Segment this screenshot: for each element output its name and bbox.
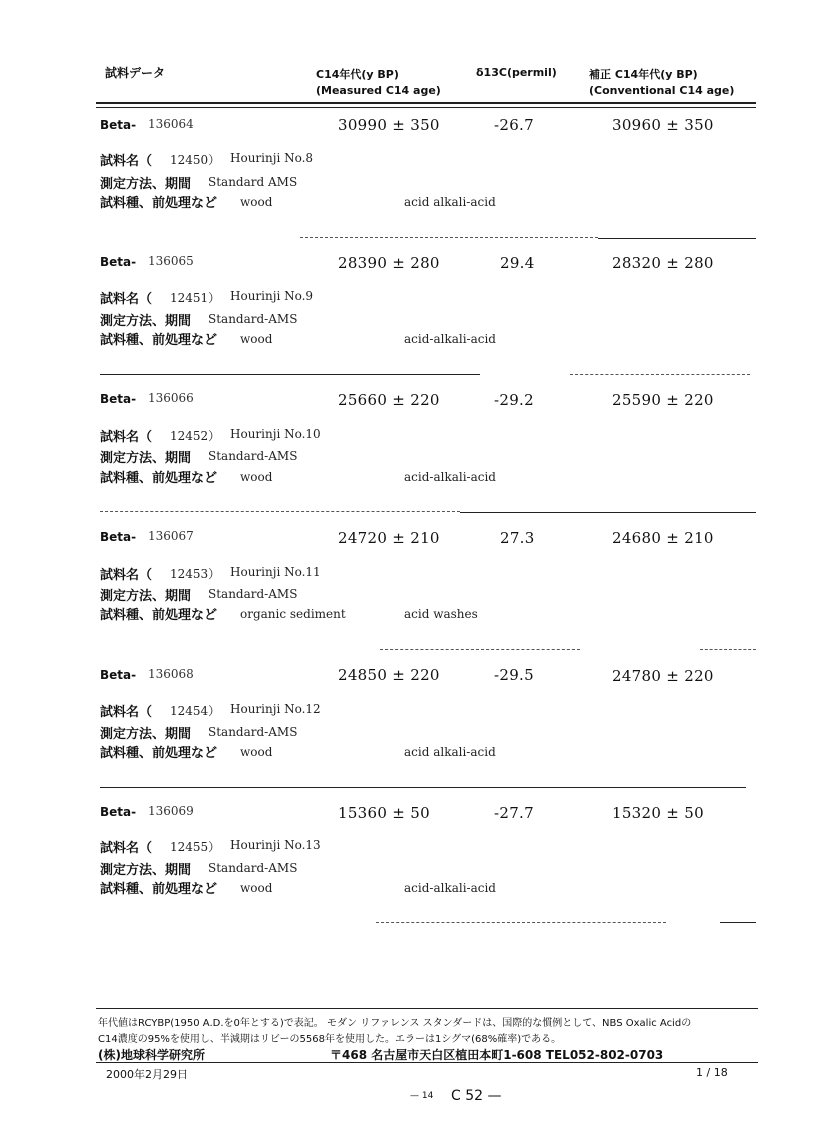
pretreatment-value: acid-alkali-acid — [404, 881, 496, 895]
record-separator-dashed — [700, 649, 756, 650]
method-value: Standard-AMS — [208, 725, 298, 739]
beta-prefix: Beta- — [100, 118, 137, 132]
beta-number: 136068 — [148, 667, 194, 681]
delta13c-value: 29.4 — [500, 254, 535, 272]
record-separator — [376, 922, 666, 923]
pretreatment-value: acid-alkali-acid — [404, 332, 496, 346]
method-value: Standard-AMS — [208, 861, 298, 875]
beta-prefix: Beta- — [100, 668, 137, 682]
delta13c-value: -27.7 — [494, 804, 534, 822]
beta-number: 136066 — [148, 391, 194, 405]
method-value: Standard-AMS — [208, 587, 298, 601]
measured-age: 28390 ± 280 — [338, 254, 440, 272]
sample-number: 12454） — [170, 704, 221, 718]
pretreatment-value: acid washes — [404, 607, 478, 621]
method-label: 測定方法、期間 — [100, 451, 192, 466]
conventional-age: 25590 ± 220 — [612, 391, 714, 409]
conventional-age: 30960 ± 350 — [612, 116, 714, 134]
column-header-conventional-age: 補正 C14年代(y BP) — [589, 68, 698, 81]
material-value: wood — [240, 332, 273, 346]
column-header-conventional-age-en: (Conventional C14 age) — [589, 84, 735, 97]
measured-age: 24850 ± 220 — [338, 666, 440, 684]
method-label: 測定方法、期間 — [100, 727, 192, 742]
page-indicator: 1 / 18 — [696, 1066, 728, 1079]
sample-number: 12452） — [170, 429, 221, 443]
sample-name-label: 試料名（ — [100, 568, 153, 583]
sample-name: Hourinji No.12 — [230, 702, 321, 716]
measured-age: 24720 ± 210 — [338, 529, 440, 547]
method-value: Standard-AMS — [208, 449, 298, 463]
column-header-delta13c: δ13C(permil) — [476, 66, 557, 79]
material-label: 試料種、前処理など — [100, 196, 218, 211]
record-separator — [100, 511, 460, 512]
beta-number: 136064 — [148, 117, 194, 131]
company-name: (株)地球科学研究所 — [98, 1048, 205, 1062]
conventional-age: 24680 ± 210 — [612, 529, 714, 547]
sample-name-label: 試料名（ — [100, 430, 153, 445]
material-value: organic sediment — [240, 607, 346, 621]
sample-name: Hourinji No.11 — [230, 565, 321, 579]
sample-name: Hourinji No.10 — [230, 427, 321, 441]
footer-note-line-1: 年代値はRCYBP(1950 A.D.を0年とする)で表記。 モダン リファレンス スタンダードは、国際的な慣例として、NBS Oxalic Acidの — [98, 1018, 692, 1029]
method-value: Standard-AMS — [208, 312, 298, 326]
company-address: 〒468 名古屋市天白区植田本町1-608 TEL052-802-0703 — [330, 1048, 664, 1062]
pretreatment-value: acid alkali-acid — [404, 195, 496, 209]
pretreatment-value: acid alkali-acid — [404, 745, 496, 759]
delta13c-value: -29.5 — [494, 666, 534, 684]
record-separator-solid — [598, 238, 756, 239]
beta-prefix: Beta- — [100, 805, 137, 819]
sample-name: Hourinji No.8 — [230, 151, 314, 165]
footer-rule-2 — [96, 1062, 758, 1063]
sample-name-label: 試料名（ — [100, 705, 153, 720]
sample-name-label: 試料名（ — [100, 841, 153, 856]
material-label: 試料種、前処理など — [100, 746, 218, 761]
sample-number: 12453） — [170, 567, 221, 581]
pretreatment-value: acid-alkali-acid — [404, 470, 496, 484]
material-value: wood — [240, 745, 273, 759]
beta-prefix: Beta- — [100, 392, 137, 406]
conventional-age: 24780 ± 220 — [612, 667, 714, 685]
material-label: 試料種、前処理など — [100, 608, 218, 623]
method-label: 測定方法、期間 — [100, 314, 192, 329]
footer-note-line-2: C14濃度の95%を使用し、半減期はリビーの5568年を使用した。エラーは1シグマ(68%確率)である。 — [98, 1034, 562, 1045]
footer-rule — [96, 1008, 758, 1009]
sample-number: 12455） — [170, 840, 221, 854]
sample-name-label: 試料名（ — [100, 154, 153, 169]
record-separator — [100, 787, 746, 788]
header-rule-2 — [96, 107, 756, 108]
method-label: 測定方法、期間 — [100, 863, 192, 878]
conventional-age: 28320 ± 280 — [612, 254, 714, 272]
column-header-measured-age-en: (Measured C14 age) — [316, 84, 441, 97]
sample-name: Hourinji No.13 — [230, 838, 321, 852]
sample-name-label: 試料名（ — [100, 292, 153, 307]
column-header-measured-age: C14年代(y BP) — [316, 68, 399, 81]
record-separator — [300, 237, 598, 238]
delta13c-value: 27.3 — [500, 529, 535, 547]
column-header-sample: 試料データ — [105, 66, 166, 80]
beta-number: 136067 — [148, 529, 194, 543]
report-date: 2000年2月29日 — [106, 1068, 188, 1081]
record-separator-dashed — [570, 374, 750, 375]
material-value: wood — [240, 470, 273, 484]
method-label: 測定方法、期間 — [100, 177, 192, 192]
delta13c-value: -29.2 — [494, 391, 534, 409]
record-separator-solid — [460, 512, 756, 513]
measured-age: 30990 ± 350 — [338, 116, 440, 134]
material-value: wood — [240, 881, 273, 895]
measured-age: 15360 ± 50 — [338, 804, 430, 822]
record-separator-solid — [720, 922, 756, 923]
record-separator — [380, 649, 580, 650]
record-separator — [100, 374, 480, 375]
beta-prefix: Beta- — [100, 530, 137, 544]
conventional-age: 15320 ± 50 — [612, 804, 704, 822]
beta-prefix: Beta- — [100, 255, 137, 269]
method-label: 測定方法、期間 — [100, 589, 192, 604]
method-value: Standard AMS — [208, 175, 298, 189]
page-stamp: C 52 — — [451, 1088, 502, 1104]
delta13c-value: -26.7 — [494, 116, 534, 134]
material-label: 試料種、前処理など — [100, 333, 218, 348]
page-stamp-prefix: — 14 — [410, 1091, 434, 1101]
sample-number: 12451） — [170, 291, 221, 305]
beta-number: 136065 — [148, 254, 194, 268]
sample-name: Hourinji No.9 — [230, 289, 314, 303]
sample-number: 12450） — [170, 153, 221, 167]
material-value: wood — [240, 195, 273, 209]
beta-number: 136069 — [148, 804, 194, 818]
header-rule — [96, 102, 756, 104]
material-label: 試料種、前処理など — [100, 882, 218, 897]
material-label: 試料種、前処理など — [100, 471, 218, 486]
measured-age: 25660 ± 220 — [338, 391, 440, 409]
